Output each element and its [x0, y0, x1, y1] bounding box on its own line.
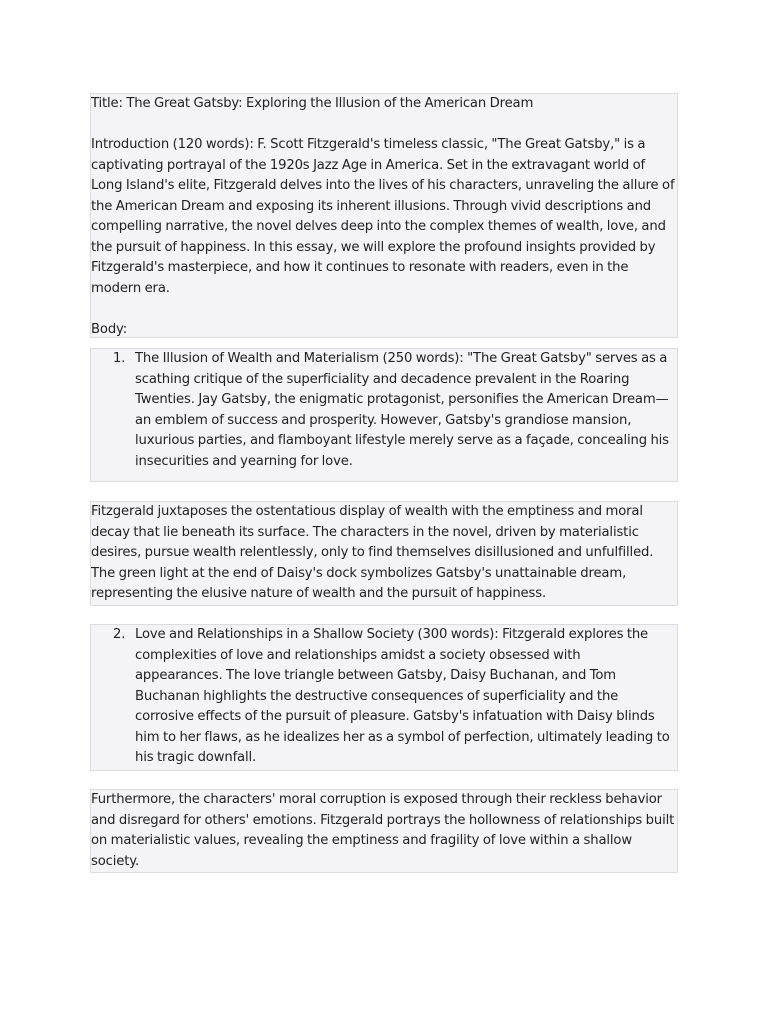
list-item-number: 2. [113, 627, 126, 642]
list-item-number: 1. [113, 351, 126, 366]
list-item [90, 624, 678, 771]
paragraph-relationships [90, 789, 678, 873]
intro-section [90, 93, 678, 338]
introduction-paragraph: Introduction (120 words): F. Scott Fitzgerald's timeless classic, "The Great Gatsby," is a captivating portrayal of the 1920s Jazz Age in America. Set in the extravagant world of Long Island's elite, Fitzgerald delves into the lives of his characters, unraveling the allure of the American Dream and exposing its inherent illusions. Through vivid descriptions and compelling narrative, the novel delves deep into the complex themes of wealth, love, and the pursuit of happiness. In this essay, we will explore the profound insights provided by Fitzgerald's masterpiece, and how it continues to resonate with readers, even in the modern era. [91, 137, 675, 296]
list-item-text: The Illusion of Wealth and Materialism (250 words): "The Great Gatsby" serves as a scathing critique of the superficiality and decadence prevalent in the Roaring Twenties. Jay Gatsby, the enigmatic protagonist, personifies the American Dream—an emblem of success and prosperity. However, Gatsby's grandiose mansion, luxurious parties, and flamboyant lifestyle merely serve as a façade, concealing his insecurities and yearning for love. [135, 351, 669, 469]
paragraph-wealth [90, 501, 678, 606]
list-item [90, 348, 678, 482]
spacer [91, 299, 677, 320]
document-title: Title: The Great Gatsby: Exploring the Illusion of the American Dream [91, 96, 534, 111]
spacer [91, 115, 677, 136]
body-heading: Body: [91, 321, 128, 337]
list-item-text: Love and Relationships in a Shallow Society (300 words): Fitzgerald explores the complexities of love and relationships amidst a society obsessed with appearances. The love triangle between Gatsby, Daisy Buchanan, and Tom Buchanan highlights the destructive consequences of superficiality and the corrosive effects of the pursuit of pleasure. Gatsby's infatuation with Daisy blinds him to her flaws, as he idealizes her as a symbol of perfection, ultimately leading to his tragic downfall. [135, 627, 670, 765]
paragraph-text: Furthermore, the characters' moral corruption is exposed through their reckless behavior and disregard for others' emotions. Fitzgerald portrays the hollowness of relationships built on materialistic values, revealing the emptiness and fragility of love within a shallow society. [91, 792, 675, 869]
paragraph-text: Fitzgerald juxtaposes the ostentatious display of wealth with the emptiness and moral decay that lie beneath its surface. The characters in the novel, driven by materialistic desires, pursue wealth relentlessly, only to find themselves disillusioned and unfulfilled. The green light at the end of Daisy's dock symbolizes Gatsby's unattainable dream, representing the elusive nature of wealth and the pursuit of happiness. [91, 504, 654, 601]
